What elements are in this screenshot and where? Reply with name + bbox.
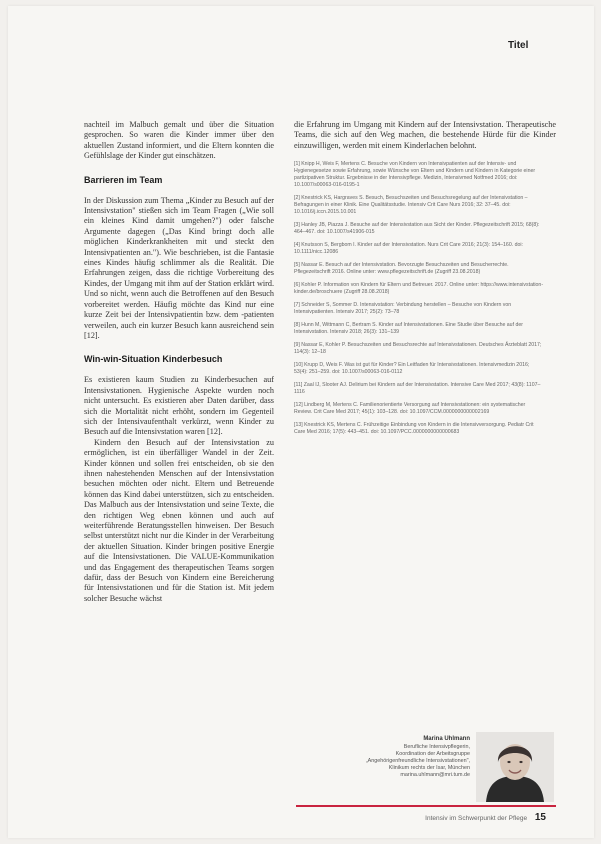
author-role: Koordination der Arbeitsgruppe	[395, 751, 470, 757]
reference-item: [8] Hunn M, Wittmann C, Bertram S. Kinder auf Intensivstationen. Eine Studie über Besuche auf der Intensivstation. Intensiv 2018; 26(3): 131–139	[294, 322, 523, 336]
reference-item: [11] Zaal IJ, Slooter AJ. Delirium bei Kindern auf der Intensivstation. Intensive Care Med 2017; 43(8): 1107–1116	[294, 382, 541, 396]
continued-paragraph: die Erfahrung im Umgang mit Kindern auf der Intensivstation. Therapeutische Teams, die sich auf den Weg machen, die bestehende Hürde für die Kinder einzuwilligen, werden mit einem Kinderlachen belohnt.	[294, 120, 556, 150]
references-list	[294, 161, 544, 436]
author-portrait	[476, 732, 554, 802]
reference-item: [5] Nassar E. Besuch auf der Intensivstation. Bevorzugte Besuchszeiten und Besucherrechte. Pflegezeitschrift 2016. Online unter: www.pflegezeitschrift.de (Zugriff 23.08.2018)	[294, 262, 509, 276]
heading-win-win: Win-win-Situation Kinderbesuch	[84, 354, 223, 365]
right-column	[294, 120, 556, 442]
reference-item: [10] Krupp D, Weis F. Was ist gut für Kinder? Ein Leitfaden für Intensivstationen. Intensivmedizin 2016; 53(4): 251–259. doi: 10.1007/s00063-016-0112	[294, 362, 530, 376]
author-role: „Angehörigenfreundliche Intensivstationen",	[365, 758, 470, 764]
left-column	[84, 120, 274, 604]
section-label: Titel	[508, 40, 529, 51]
studies-paragraph: Es existieren kaum Studien zu Kinderbesuchen auf Intensivstationen. Hygienische Aspekte wurden noch nicht untersucht. Es existieren aber Daten darüber, dass sich die Mortalität nicht erhöht, sondern im Gegenteil sich der Intensivaufenthalt verkürzt, wenn Kinder zu Besuch auf die Intensivstation waren [12].	[84, 375, 274, 437]
intro-paragraph: nachteil im Malbuch gemalt und über die Situation gesprochen. So waren die Kinder immer über den aktuellen Zustand informiert, und die Eltern konnten die Gefühlslage der Kinder gut einschätzen.	[84, 120, 274, 161]
reference-item: [4] Knutsson S, Bergbom I. Kinder auf der Intensivstation. Nurs Crit Care 2016; 21(3): 154–160. doi: 10.1111/nicc.12086	[294, 242, 523, 256]
reference-item: [12] Lindberg M, Mertens C. Familienorientierte Versorgung auf Intensivstationen: ein systematischer Review. Crit Care Med 2017; 45(1): 103–128. doi: 10.1097/CCM.0000000000002169	[294, 402, 526, 416]
reference-item: [13] Knestrick KS, Mertens C. Frühzeitige Einbindung von Kindern in die Intensivversorgung. Pediatr Crit Care Med 2016; 17(5): 443–451. doi: 10.1097/PCC.0000000000000683	[294, 422, 534, 436]
portrait-illustration	[476, 732, 554, 802]
document-page	[8, 6, 594, 838]
reference-item: [2] Knestrick KS, Hargraves S. Besuch, Besuchszeiten und Besuchsregelung auf der Intensivstation – Befragungen in einer Klinik. Eine Qualitätsstudie. Intensiv Crit Care Nurs 2016; 32: 37–45. doi: 10.1016/j.iccn.2015.10.001	[294, 195, 528, 216]
author-name: Marina Uhlmann	[423, 736, 470, 742]
heading-barriers: Barrieren im Team	[84, 174, 163, 185]
reference-item: [9] Nassar E, Kohler P. Besuchszeiten und Besuchsrechte auf Intensivstationen. Deutsches Ärzteblatt 2017; 114(3): 12–18	[294, 342, 542, 356]
conclusion-paragraph: Kindern den Besuch auf der Intensivstation zu ermöglichen, ist ein überfälliger Wandel in der Zeit. Kinder können und sollen frei entscheiden, ob sie den ihnen nahestehenden Menschen auf der Intensivstation besuchen möchten oder nicht. Eltern und Betreuende können das Kind dabei unterstützen, sich zu entscheiden. Das Malbuch aus der Intensivstation und seine Texte, die den richtigen Weg ebnen können und auch auf weiterführende Beratungsstellen hinweisen. Der Besuch selbst unterstützt nicht nur die Kinder in der Verarbeitung der aktuellen Situation. Kinder bringen positive Energie auf die Intensivstationen. Die VALUE-Kommunikation und das Engagement des therapeutischen Teams sorgen dafür, dass der Besuch von Kindern eine Bereicherung für Intensivstationen und für die Station ist. Mit jedem solcher Besuche wächst	[84, 437, 274, 603]
barriers-paragraph: In der Diskussion zum Thema „Kinder zu Besuch auf der Intensivstation" stießen sich im Team Fragen („Wie soll ein kleines Kind damit umgehen?") oder falsche Argumente dagegen („Das Kind bringt doch alle möglichen Kinderkrankheiten mit und steckt den Intensivpatienten an."). Wie beschrieben, ist die Fantasie eines Kindes häufig schlimmer als die Realität. Die Erfahrungen zeigen, dass die richtige Vorbereitung des Kindes, der Umgang mit ihm auf der Station erklärt wird. Und so nicht, wenn auch die Betroffenen auf den Besuch vorbereitet werden. Häufig möchte das Kind nur eine kurze Zeit bei der Intensivpatientin bzw. dem -patienten verweilen, auch ein kurzer Besuch kann ausreichend sein [12].	[84, 195, 274, 340]
journal-title: Intensiv im Schwerpunkt der Pflege	[425, 815, 528, 822]
author-box	[296, 736, 556, 806]
reference-item: [7] Schneider S, Sommer D. Intensivstation: Verbindung herstellen – Besuche von Kindern von Intensivpatienten. Intensiv 2017; 25(2): 73–78	[294, 302, 512, 316]
page-footer	[425, 812, 546, 823]
reference-item: [6] Kohler P. Information von Kindern für Eltern und Betreuer. 2017. Online unter: https://www.intensivstation-kinder.de/broschuere (Zugriff 28.08.2018)	[294, 282, 544, 296]
reference-item: [1] Knipp H, Weis F, Mertens C. Besuche von Kindern von Intensivpatienten auf der Intensiv- und Hygienegesetze sowie Erfahrung, sowie Wünsche von Eltern und Kindern und Kindern in Kategorie einer partizipativen Struktur. Ergebnisse in der Intensivpflege. Medizin, Intensivmed Notfmed 2016; doi: 10.1007/s00063-016-0195-1	[294, 161, 536, 189]
author-email[interactable]: marina.uhlmann@mri.tum.de	[400, 772, 470, 778]
page-number: 15	[534, 812, 546, 823]
reference-item: [3] Hanley JB, Piazza J. Besuche auf der Intensivstation aus Sicht der Kinder. Pflegezeitschrift 2015; 68(8): 464–467. doi: 10.1007/s41906-015	[294, 222, 540, 236]
author-role: Berufliche Intensivpflegerin,	[403, 744, 470, 750]
accent-divider	[296, 805, 556, 807]
author-info	[300, 736, 470, 779]
author-affiliation: Klinikum rechts der Isar, München	[388, 765, 470, 771]
